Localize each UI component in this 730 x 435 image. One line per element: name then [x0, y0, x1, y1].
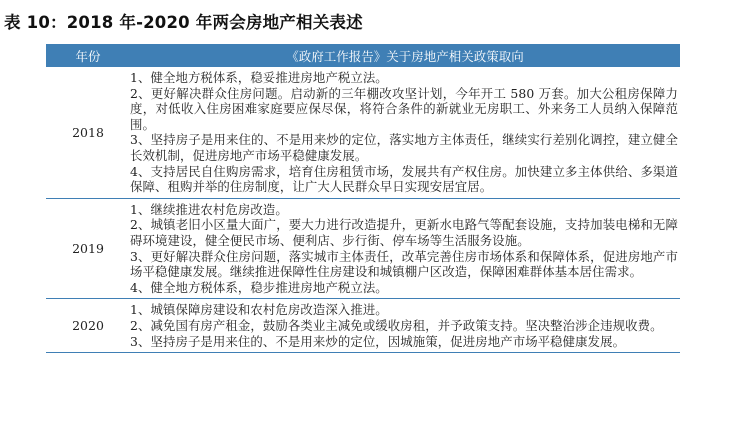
policy-item: 1、健全地方税体系，稳妥推进房地产税立法。	[130, 70, 388, 85]
year-cell: 2018	[46, 67, 130, 198]
year-cell: 2020	[46, 299, 130, 353]
table-row	[46, 198, 680, 299]
policy-item: 1、城镇保障房建设和农村危房改造深入推进。	[130, 302, 388, 318]
year-cell: 2019	[46, 198, 130, 299]
policy-item: 4、支持居民自住购房需求，培育住房租赁市场，发展共有产权住房。加快建立多主体供给、多渠道保障、租购并举的住房制度，让广大人民群众早日实现安居宜居。	[130, 163, 678, 195]
policy-item: 3、坚持房子是用来住的、不是用来炒的定位，因城施策，促进房地产市场平稳健康发展。	[130, 333, 626, 349]
policy-item: 2、更好解决群众住房问题。启动新的三年棚改攻坚计划，今年开工 580 万套。加大公租房保障力度，对低收入住房困难家庭要应保尽保，将符合条件的新就业无房职工、外来务工人员纳入保障范围。	[130, 85, 678, 132]
policy-item: 2、城镇老旧小区量大面广，要大力进行改造提升，更新水电路气等配套设施，支持加装电梯和无障碍环境建设，健全便民市场、便利店、步行街、停车场等生活服务设施。	[130, 217, 678, 248]
table-title: 表 10：2018 年-2020 年两会房地产相关表述	[4, 13, 363, 32]
policy-cell	[130, 299, 680, 353]
header-policy: 《政府工作报告》关于房地产相关政策取向	[130, 44, 680, 67]
header-year: 年份	[46, 44, 130, 67]
policy-cell	[130, 67, 680, 198]
policy-item: 2、减免国有房产租金，鼓励各类业主减免或缓收房租，并予政策支持。坚决整治涉企违规收费。	[130, 317, 663, 333]
policy-item: 3、更好解决群众住房问题，落实城市主体责任，改革完善住房市场体系和保障体系，促进房地产市场平稳健康发展。继续推进保障性住房建设和城镇棚户区改造，保障困难群体基本居住需求。	[130, 248, 678, 280]
policy-item: 3、坚持房子是用来住的、不是用来炒的定位，落实地方主体责任，继续实行差别化调控，建立健全长效机制，促进房地产市场平稳健康发展。	[130, 132, 678, 163]
policy-table-container	[46, 44, 680, 353]
policy-cell	[130, 198, 680, 299]
table-row	[46, 299, 680, 353]
policy-item: 1、继续推进农村危房改造。	[130, 201, 288, 217]
header-row	[46, 44, 680, 67]
policy-table	[46, 44, 680, 353]
table-row	[46, 67, 680, 198]
policy-item: 4、健全地方税体系，稳步推进房地产税立法。	[130, 279, 388, 295]
